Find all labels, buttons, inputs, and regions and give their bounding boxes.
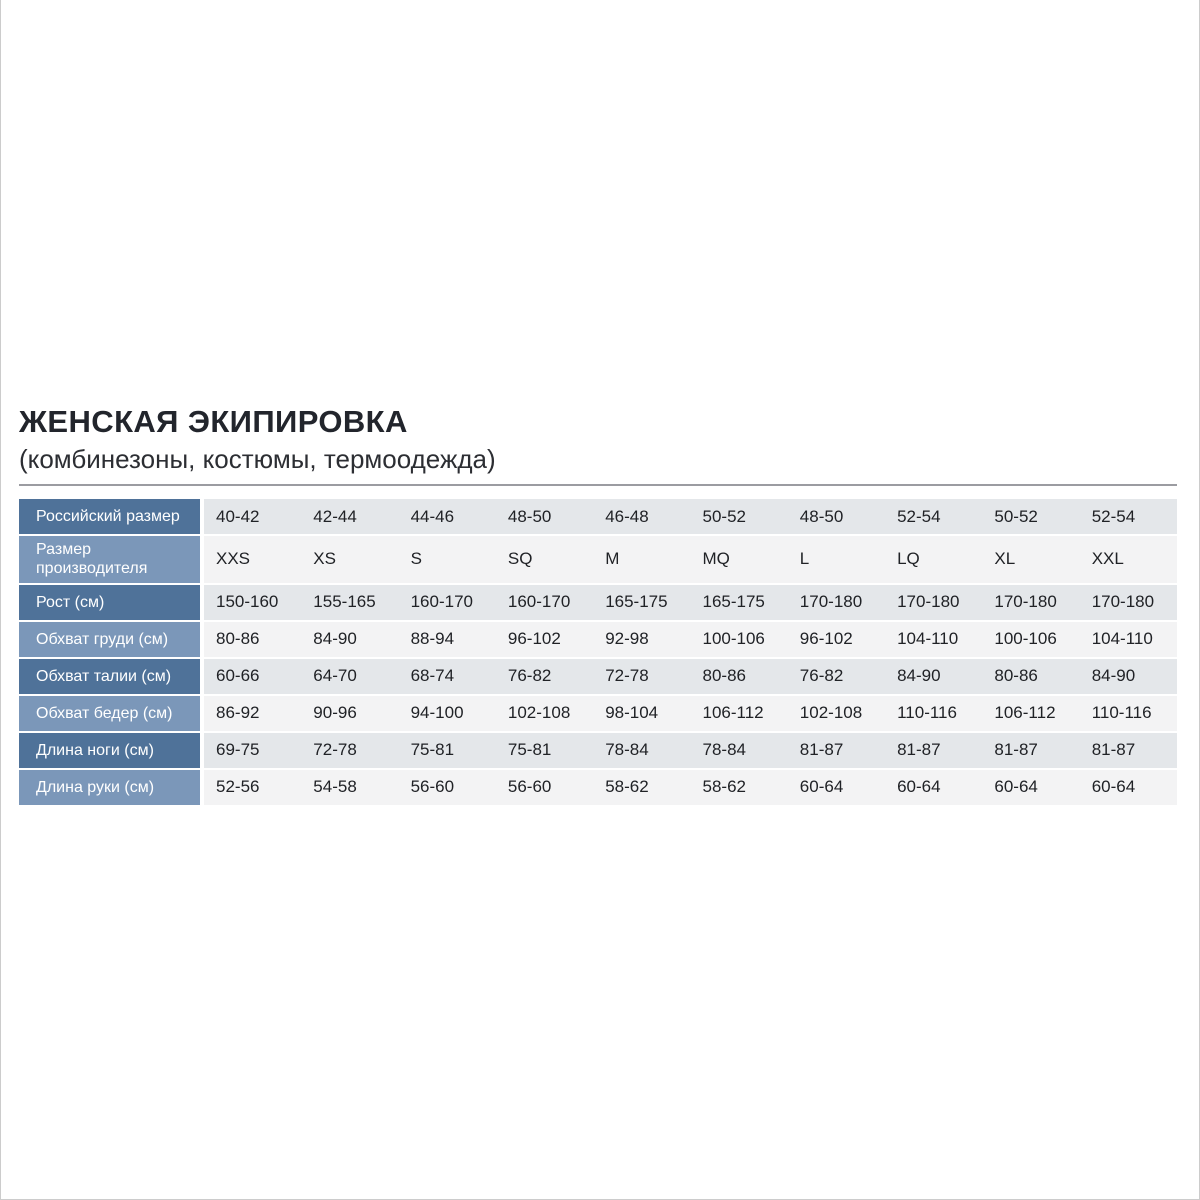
size-value-cell: 56-60 bbox=[496, 770, 593, 805]
size-value-cell: 90-96 bbox=[301, 696, 398, 731]
page-subtitle: (комбинезоны, костюмы, термоодежда) bbox=[19, 443, 496, 474]
size-value-cell: 165-175 bbox=[691, 585, 788, 620]
size-value-cell: 58-62 bbox=[593, 770, 690, 805]
size-value-cell: 48-50 bbox=[496, 499, 593, 534]
size-value-cell: 58-62 bbox=[691, 770, 788, 805]
size-value-cell: 72-78 bbox=[301, 733, 398, 768]
size-value-cell: XXL bbox=[1080, 536, 1177, 582]
size-value-cell: 60-66 bbox=[204, 659, 301, 694]
size-table bbox=[19, 499, 1177, 804]
size-value-cell: 60-64 bbox=[885, 770, 982, 805]
size-value-cell: MQ bbox=[691, 536, 788, 582]
size-value-cell: 81-87 bbox=[982, 733, 1079, 768]
size-value-cell: 94-100 bbox=[399, 696, 496, 731]
size-value-cell: 78-84 bbox=[593, 733, 690, 768]
size-value-cell: XS bbox=[301, 536, 398, 582]
size-value-cell: 60-64 bbox=[982, 770, 1079, 805]
row-header: Обхват талии (см) bbox=[19, 659, 204, 694]
table-row bbox=[19, 659, 1177, 694]
size-value-cell: 50-52 bbox=[982, 499, 1079, 534]
row-header: Обхват груди (см) bbox=[19, 622, 204, 657]
size-value-cell: 96-102 bbox=[496, 622, 593, 657]
table-row bbox=[19, 733, 1177, 768]
size-value-cell: 86-92 bbox=[204, 696, 301, 731]
size-value-cell: M bbox=[593, 536, 690, 582]
size-value-cell: 40-42 bbox=[204, 499, 301, 534]
size-value-cell: 170-180 bbox=[1080, 585, 1177, 620]
size-value-cell: 170-180 bbox=[885, 585, 982, 620]
page-title: ЖЕНСКАЯ ЭКИПИРОВКА bbox=[19, 404, 408, 439]
row-header: Длина руки (см) bbox=[19, 770, 204, 805]
size-value-cell: 44-46 bbox=[399, 499, 496, 534]
size-value-cell: 104-110 bbox=[885, 622, 982, 657]
size-value-cell: LQ bbox=[885, 536, 982, 582]
size-value-cell: 150-160 bbox=[204, 585, 301, 620]
table-row bbox=[19, 499, 1177, 534]
size-value-cell: 92-98 bbox=[593, 622, 690, 657]
size-value-cell: 88-94 bbox=[399, 622, 496, 657]
size-value-cell: S bbox=[399, 536, 496, 582]
size-value-cell: 160-170 bbox=[399, 585, 496, 620]
size-value-cell: 54-58 bbox=[301, 770, 398, 805]
size-value-cell: 75-81 bbox=[399, 733, 496, 768]
row-header: Рост (см) bbox=[19, 585, 204, 620]
size-value-cell: 48-50 bbox=[788, 499, 885, 534]
size-value-cell: SQ bbox=[496, 536, 593, 582]
size-value-cell: 110-116 bbox=[1080, 696, 1177, 731]
row-header: Российский размер bbox=[19, 499, 204, 534]
size-value-cell: 68-74 bbox=[399, 659, 496, 694]
size-value-cell: 102-108 bbox=[788, 696, 885, 731]
size-value-cell: 84-90 bbox=[301, 622, 398, 657]
size-value-cell: 100-106 bbox=[982, 622, 1079, 657]
size-value-cell: 78-84 bbox=[691, 733, 788, 768]
size-value-cell: 60-64 bbox=[1080, 770, 1177, 805]
size-value-cell: 84-90 bbox=[885, 659, 982, 694]
size-value-cell: 50-52 bbox=[691, 499, 788, 534]
size-value-cell: 81-87 bbox=[788, 733, 885, 768]
size-value-cell: 160-170 bbox=[496, 585, 593, 620]
size-value-cell: 60-64 bbox=[788, 770, 885, 805]
size-value-cell: 110-116 bbox=[885, 696, 982, 731]
table-row bbox=[19, 696, 1177, 731]
size-value-cell: 80-86 bbox=[982, 659, 1079, 694]
size-value-cell: 64-70 bbox=[301, 659, 398, 694]
table-row bbox=[19, 770, 1177, 805]
row-header: Обхват бедер (см) bbox=[19, 696, 204, 731]
size-value-cell: 76-82 bbox=[788, 659, 885, 694]
size-value-cell: 81-87 bbox=[1080, 733, 1177, 768]
table-row bbox=[19, 585, 1177, 620]
size-value-cell: 52-56 bbox=[204, 770, 301, 805]
size-value-cell: 102-108 bbox=[496, 696, 593, 731]
table-row bbox=[19, 536, 1177, 582]
size-value-cell: 75-81 bbox=[496, 733, 593, 768]
size-value-cell: 69-75 bbox=[204, 733, 301, 768]
size-value-cell: 84-90 bbox=[1080, 659, 1177, 694]
size-value-cell: 56-60 bbox=[399, 770, 496, 805]
size-value-cell: 52-54 bbox=[1080, 499, 1177, 534]
size-value-cell: 81-87 bbox=[885, 733, 982, 768]
size-value-cell: 96-102 bbox=[788, 622, 885, 657]
size-value-cell: 155-165 bbox=[301, 585, 398, 620]
row-header: Размер производителя bbox=[19, 536, 204, 582]
row-header: Длина ноги (см) bbox=[19, 733, 204, 768]
size-value-cell: 76-82 bbox=[496, 659, 593, 694]
size-value-cell: 106-112 bbox=[982, 696, 1079, 731]
size-value-cell: 52-54 bbox=[885, 499, 982, 534]
size-value-cell: 104-110 bbox=[1080, 622, 1177, 657]
divider-line bbox=[19, 484, 1177, 486]
size-value-cell: XL bbox=[982, 536, 1079, 582]
size-value-cell: 46-48 bbox=[593, 499, 690, 534]
size-value-cell: 100-106 bbox=[691, 622, 788, 657]
size-value-cell: 98-104 bbox=[593, 696, 690, 731]
size-value-cell: 165-175 bbox=[593, 585, 690, 620]
size-value-cell: 106-112 bbox=[691, 696, 788, 731]
size-value-cell: 42-44 bbox=[301, 499, 398, 534]
content-area bbox=[1, 0, 1199, 805]
size-value-cell: 80-86 bbox=[204, 622, 301, 657]
size-value-cell: 72-78 bbox=[593, 659, 690, 694]
size-value-cell: L bbox=[788, 536, 885, 582]
size-value-cell: 170-180 bbox=[982, 585, 1079, 620]
table-row bbox=[19, 622, 1177, 657]
size-value-cell: 170-180 bbox=[788, 585, 885, 620]
size-value-cell: XXS bbox=[204, 536, 301, 582]
size-value-cell: 80-86 bbox=[691, 659, 788, 694]
